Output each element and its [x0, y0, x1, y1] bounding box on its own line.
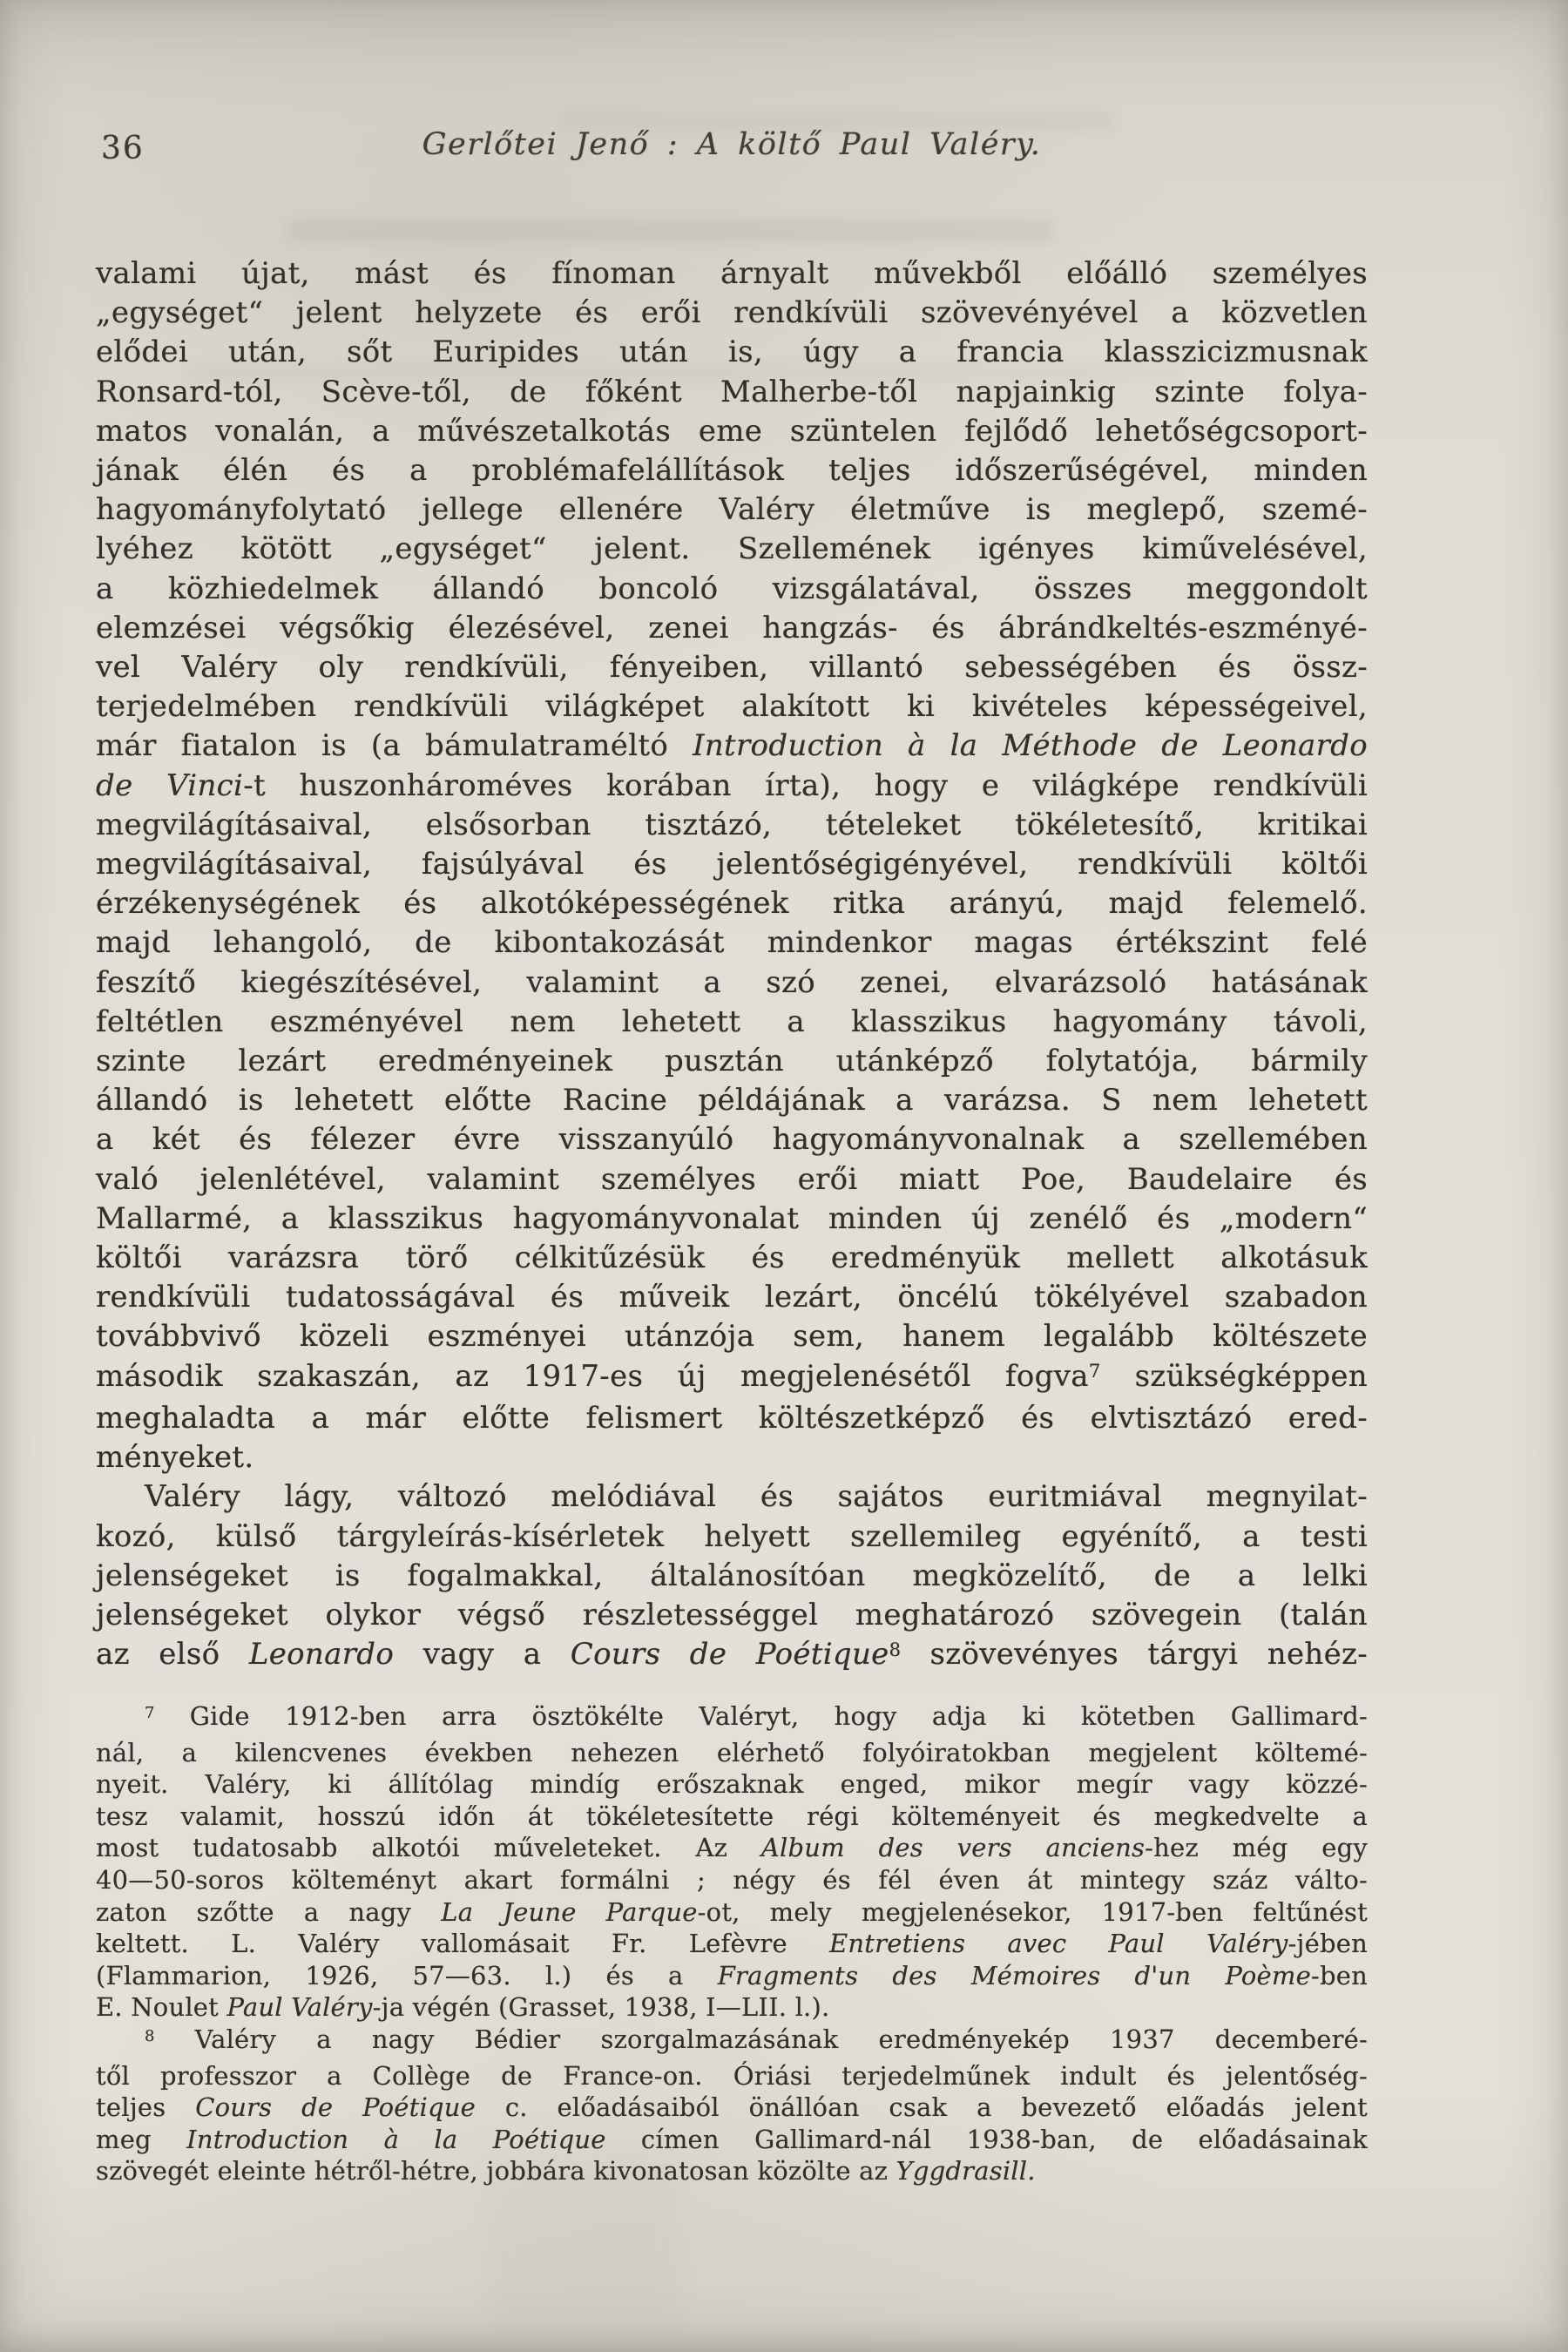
text-line: megvilágításaival, fajsúlyával és jelentőségigényével, rendkívüli költői — [96, 847, 1368, 882]
text-line: rendkívüli tudatosságával és műveik lezárt, öncélú tökélyével szabadon — [96, 1280, 1368, 1315]
text-line: költői varázsra törő célkitűzésük és eredményük mellett alkotásuk — [96, 1240, 1368, 1276]
text-line: től professzor a Collège de France-on. Óriási terjedelműnek indult és jelentőség- — [96, 2060, 1368, 2091]
text-line: elemzései végsőkig élezésével, zenei hangzás- és ábrándkeltés-eszményé- — [96, 610, 1368, 645]
text-line: jelenségeket is fogalmakkal, általánosítóan megközelítő, de a lelki — [96, 1558, 1368, 1593]
page-header — [96, 127, 1368, 172]
text-line: a közhiedelmek állandó boncoló vizsgálatával, összes meggondolt — [96, 571, 1368, 606]
text-line: $^7$ Gide 1912-ben arra ösztökélte Valéryt, hogy adja ki kötetben Gallimard- — [145, 1701, 1368, 1731]
text-line: vel Valéry oly rendkívüli, fényeiben, villantó sebességében és össz- — [96, 650, 1368, 686]
text-line: elődei után, sőt Euripides után is, úgy a francia klasszicizmusnak — [96, 335, 1368, 370]
text-line: E. Noulet Paul Valéry-ja végén (Grasset, 1938, I—LII. l.). — [96, 1992, 830, 2023]
text-line: valami újat, mást és fínoman árnyalt művekből előálló személyes — [96, 256, 1368, 291]
footnotes — [96, 1700, 1368, 2187]
text-line: érzékenységének és alkotóképességének ritka arányú, majd felemelő. — [96, 886, 1368, 922]
text-line: keltett. L. Valéry vallomásait Fr. Lefèvre Entretiens avec Paul Valéry-jében — [96, 1929, 1368, 1959]
text-line: meg Introduction à la Poétique címen Gallimard-nál 1938-ban, de előadásainak — [96, 2124, 1368, 2154]
text-line: szinte lezárt eredményeinek pusztán utánképző folytatója, bármily — [96, 1044, 1368, 1079]
text-line: 40—50-soros költeményt akart formálni ; négy és fél éven át mintegy száz válto- — [96, 1864, 1368, 1895]
text-line: feltétlen eszményével nem lehetett a klasszikus hagyomány távoli, — [96, 1004, 1368, 1039]
text-line: megvilágításaival, elsősorban tisztázó, tételeket tökéletesítő, kritikai — [96, 807, 1368, 842]
text-line: (Flammarion, 1926, 57—63. l.) és a Fragments des Mémoires d'un Poème-ben — [96, 1960, 1368, 1990]
text-line: ményeket. — [96, 1440, 254, 1476]
text-line: állandó is lehetett előtte Racine példájának a varázsa. S nem lehetett — [96, 1083, 1368, 1119]
text-line: nyeit. Valéry, ki állítólag mindíg erőszaknak enged, mikor megír vagy közzé- — [96, 1769, 1368, 1800]
text-line: már fiatalon is (a bámulatraméltó Introduction à la Méthode de Leonardo — [96, 728, 1369, 764]
text-line: továbbvivő közeli eszményei utánzója sem, hanem legalább költészete — [96, 1319, 1368, 1355]
text-line: Ronsard-tól, Scève-től, de főként Malherbe-től napjainkig szinte folya- — [96, 374, 1368, 409]
text-line: majd lehangoló, de kibontakozását mindenkor magas értékszint felé — [96, 925, 1368, 961]
text-line: jelenségeket olykor végső részletességgel meghatározó szövegein (talán — [96, 1597, 1368, 1632]
text-line: való jelenlétével, valamint személyes erői miatt Poe, Baudelaire és — [96, 1161, 1368, 1197]
text-line: az első Leonardo vagy a Cours de Poétique$^8$ szövevényes tárgyi nehéz- — [96, 1637, 1368, 1673]
text-line: de Vinci-t huszonhároméves korában írta), hogy e világképe rendkívüli — [96, 767, 1368, 803]
text-line: matos vonalán, a művészetalkotás eme szüntelen fejlődő lehetőségcsoport- — [96, 413, 1368, 449]
text-line: meghaladta a már előtte felismert költészetképző és elvtisztázó ered- — [96, 1400, 1368, 1436]
text-line: kozó, külső tárgyleírás-kísérletek helyett szellemileg egyénítő, a testi — [96, 1518, 1368, 1554]
text-line: $^8$ Valéry a nagy Bédier szorgalmazásának eredményekép 1937 decemberé- — [145, 2024, 1368, 2054]
text-line: terjedelmében rendkívüli világképet alakított ki kivételes képességeivel, — [96, 689, 1368, 725]
text-line: lyéhez kötött „egységet“ jelent. Szellemének igényes kiművelésével, — [96, 531, 1368, 567]
text-line: Valéry lágy, változó melódiával és sajátos euritmiával megnyilat- — [145, 1479, 1368, 1515]
text-line: zaton szőtte a nagy La Jeune Parque-ot, mely megjelenésekor, 1917-ben feltűnést — [96, 1896, 1368, 1927]
page-number: 36 — [101, 131, 145, 166]
text-line: feszítő kiegészítésével, valamint a szó zenei, elvarázsoló hatásának — [96, 964, 1368, 1000]
text-line: nál, a kilencvenes években nehezen elérhető folyóiratokban megjelent költemé- — [96, 1737, 1368, 1767]
text-line: Mallarmé, a klasszikus hagyományvonalat minden új zenélő és „modern“ — [96, 1200, 1368, 1236]
running-title: Gerlőtei Jenő : A költő Paul Valéry. — [422, 127, 1042, 162]
text-line: a két és félezer évre visszanyúló hagyományvonalnak a szellemében — [96, 1122, 1368, 1158]
text-line: most tudatosabb alkotói műveleteket. Az Album des vers anciens-hez még egy — [96, 1833, 1368, 1863]
text-line: jának élén és a problémafelállítások teljes időszerűségével, minden — [96, 453, 1368, 489]
text-line: tesz valamit, hosszú időn át tökéletesítette régi költeményeit és megkedvelte a — [96, 1801, 1368, 1831]
text-line: „egységet“ jelent helyzete és erői rendkívüli szövevényével a közvetlen — [96, 295, 1368, 331]
body-text — [96, 254, 1368, 1677]
text-line: teljes Cours de Poétique c. előadásaiból önállóan csak a bevezető előadás jelent — [96, 2092, 1368, 2123]
scan-artifact — [287, 220, 1054, 242]
text-line: szövegét eleinte hétről-hétre, jobbára kivonatosan közölte az Yggdrasill. — [96, 2156, 1036, 2186]
text-line: hagyományfolytató jellege ellenére Valéry életműve is meglepő, szemé- — [96, 492, 1368, 528]
text-line: második szakaszán, az 1917-es új megjelenésétől fogva$^7$ szükségképpen — [96, 1358, 1369, 1394]
